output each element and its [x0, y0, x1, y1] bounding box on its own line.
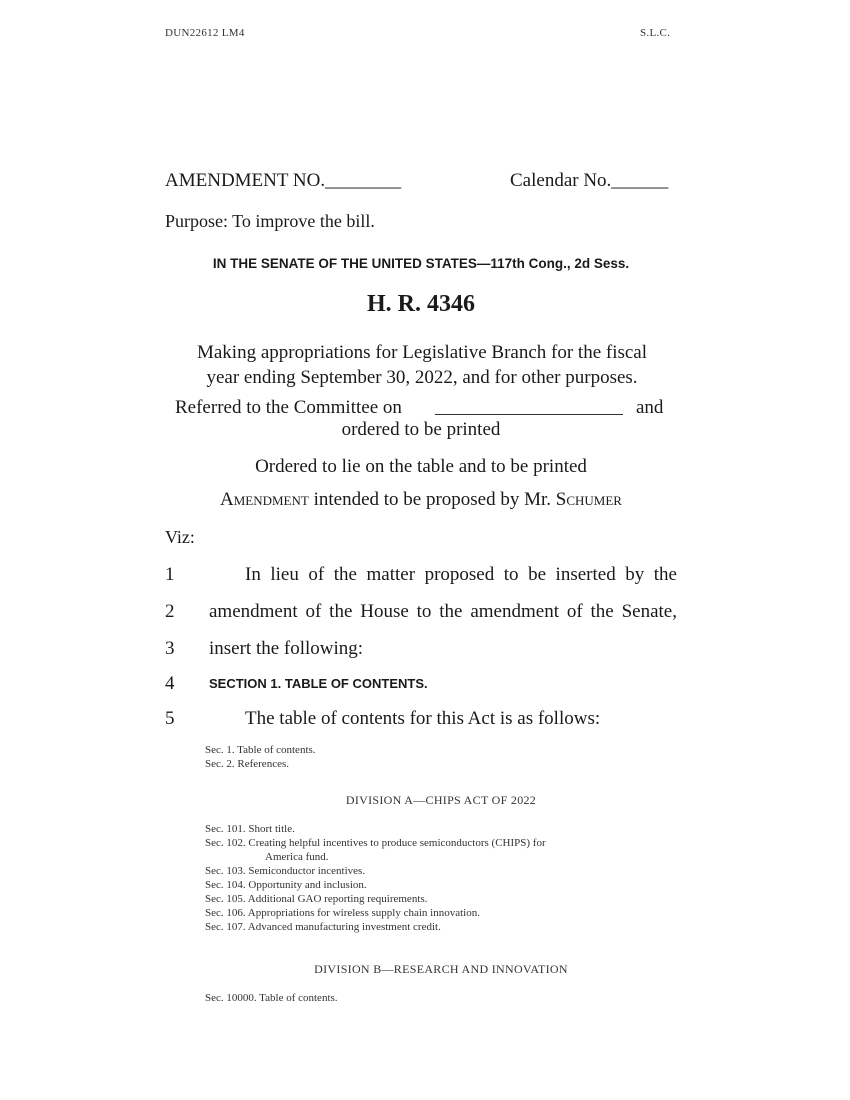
- line-number: 4: [165, 673, 175, 694]
- line-5: [165, 708, 677, 734]
- toc-item: Sec. 103. Semiconductor incentives.: [205, 865, 366, 877]
- line-number: 3: [165, 638, 175, 659]
- toc-item-continuation: America fund.: [265, 851, 329, 863]
- line-text: amendment of the House to the amendment of the Senate,: [209, 601, 677, 622]
- toc-item: Sec. 105. Additional GAO reporting requirements.: [205, 893, 428, 905]
- line-1: [165, 564, 677, 590]
- committee-blank: [435, 414, 623, 415]
- toc-division-b: [205, 991, 677, 1005]
- toc-item: Sec. 106. Appropriations for wireless supply chain innovation.: [205, 907, 480, 919]
- purpose: Purpose: To improve the bill.: [165, 211, 375, 231]
- section-heading: SECTION 1. TABLE OF CONTENTS.: [209, 676, 428, 691]
- ordered-to-lie: Ordered to lie on the table and to be printed: [255, 456, 587, 477]
- amendment-word: Amendment: [220, 489, 309, 510]
- line-4: [165, 673, 677, 699]
- toc-item: Sec. 10000. Table of contents.: [205, 992, 338, 1004]
- ordered-printed: ordered to be printed: [341, 419, 501, 440]
- referred-suffix: and: [636, 397, 664, 418]
- toc-item: Sec. 2. References.: [205, 758, 289, 770]
- line-text: The table of contents for this Act is as follows:: [245, 708, 601, 729]
- toc-item: Sec. 102. Creating helpful incentives to produce semiconductors (CHIPS) for: [205, 837, 546, 849]
- bill-number: H. R. 4346: [367, 291, 475, 317]
- bill-description: Making appropriations for Legislative Branch for the fiscal year ending September 30, 2022, and for other purposes.: [196, 342, 648, 388]
- amendment-number: AMENDMENT NO.________: [165, 170, 402, 191]
- line-text: insert the following:: [209, 638, 364, 659]
- line-number: 2: [165, 601, 175, 622]
- toc-item: Sec. 104. Opportunity and inclusion.: [205, 879, 367, 891]
- division-b-heading: DIVISION B—RESEARCH AND INNOVATION: [314, 962, 568, 976]
- toc-item: Sec. 107. Advanced manufacturing investment credit.: [205, 921, 441, 933]
- line-text: In lieu of the matter proposed to be inserted by the: [245, 564, 677, 585]
- calendar-number: Calendar No.______: [510, 170, 669, 191]
- toc-item: Sec. 101. Short title.: [205, 823, 295, 835]
- document-id: DUN22612 LM4: [165, 27, 245, 39]
- line-number: 5: [165, 708, 175, 729]
- line-2: [165, 601, 677, 627]
- referred-prefix: Referred to the Committee on: [175, 397, 402, 418]
- toc-intro: [205, 743, 677, 771]
- toc-item: Sec. 1. Table of contents.: [205, 744, 316, 756]
- senator-name: Schumer: [555, 489, 622, 510]
- senate-line: IN THE SENATE OF THE UNITED STATES—117th Cong., 2d Sess.: [212, 256, 630, 271]
- viz-label: Viz:: [165, 527, 195, 547]
- slc-label: S.L.C.: [640, 27, 671, 39]
- line-3: [165, 638, 677, 664]
- intended-line: [165, 489, 677, 511]
- intended-middle: intended to be proposed by Mr.: [313, 489, 552, 510]
- line-number: 1: [165, 564, 175, 585]
- toc-division-a: [205, 822, 677, 934]
- division-a-heading: DIVISION A—CHIPS ACT OF 2022: [345, 793, 537, 807]
